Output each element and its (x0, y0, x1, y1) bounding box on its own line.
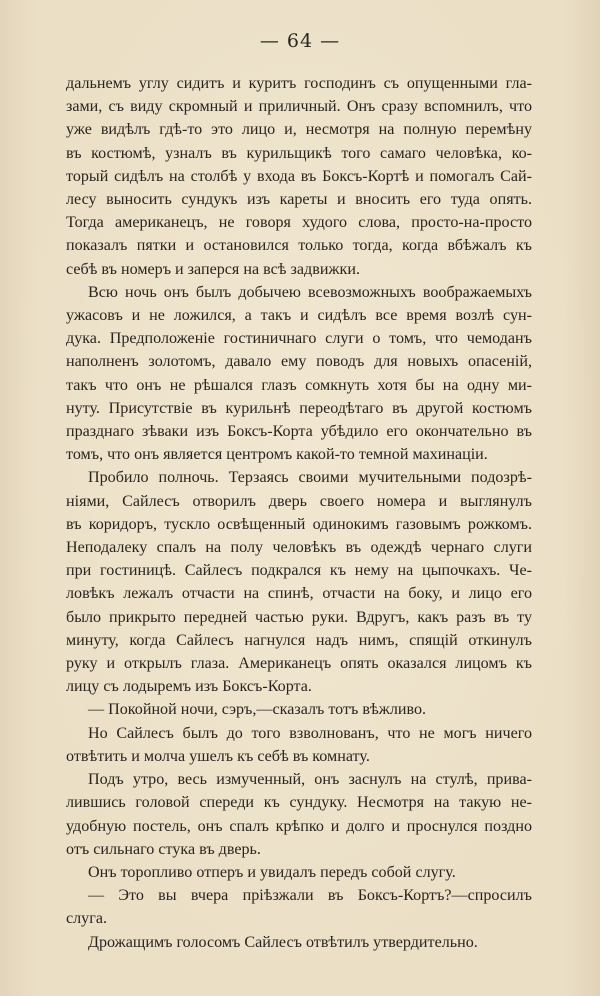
text-line: себѣ въ номеръ и заперся на всѣ задвижки. (66, 260, 361, 278)
text-line: дука. Предположеніе гостиничнаго слуги о томъ, что чемоданъ (66, 330, 532, 348)
text-line: Дрожащимъ голосомъ Сайлесъ отвѣтилъ утвердительно. (88, 933, 478, 951)
paragraph (66, 698, 532, 721)
text-line: при гостиницѣ. Сайлесъ подкрался къ нему на цыпочкахъ. Че- (66, 562, 532, 580)
text-line: въ костюмѣ, узналъ въ курильщикѣ того самаго человѣка, ко- (66, 144, 532, 162)
text-line: Тогда американецъ, не говоря худого слова, просто-на-просто (66, 214, 532, 232)
text-line: нуту. Присутствіе въ курильнѣ переодѣтаго въ другой костюмъ (66, 399, 532, 417)
text-line: удобную постель, онъ спалъ крѣпко и долго и проснулся поздно (66, 817, 532, 835)
text-line: Пробило полночь. Терзаясь своими мучительными подозрѣ- (88, 469, 532, 487)
paragraph (66, 861, 532, 884)
paragraph (66, 722, 532, 768)
text-line: минуту, когда Сайлесъ нагнулся надъ нимъ, спящій откинулъ (66, 631, 532, 649)
text-line: ловѣкъ лежалъ отчасти на спинѣ, отчасти на боку, и лицо его (66, 585, 532, 603)
text-line: торый сидѣлъ на столбѣ у входа въ Боксъ-Кортѣ и помогалъ Сай- (66, 167, 532, 185)
page-number: — 64 — (259, 30, 341, 52)
paragraph (66, 72, 532, 281)
paragraph (66, 768, 532, 861)
text-line: наполненъ золотомъ, давало ему поводъ для новыхъ опасеній, (66, 353, 532, 371)
paragraph (66, 281, 532, 467)
text-line: Подъ утро, весь измученный, онъ заснулъ на стулѣ, прива- (88, 771, 532, 789)
text-line: въ коридоръ, тускло освѣщенный одинокимъ газовымъ рожкомъ. (66, 515, 532, 533)
paragraph (66, 931, 532, 954)
text-line: зами, съ виду скромный и приличный. Онъ сразу вспомнилъ, что (66, 98, 532, 116)
text-line: Неподалеку спалъ на полу человѣкъ въ одеждѣ чернаго слуги (66, 539, 532, 557)
text-line: Всю ночь онъ былъ добычею всевозможныхъ воображаемыхъ (88, 283, 532, 301)
text-line: показалъ пятки и остановился только тогда, когда вбѣжалъ къ (66, 237, 532, 255)
text-line: — Покойной ночи, сэръ,—сказалъ тотъ вѣжливо. (88, 701, 427, 719)
text-line: такъ что онъ не рѣшался глазъ сомкнуть хотя бы на одну ми- (66, 376, 532, 394)
text-line: томъ, что онъ является центромъ какой-то темной махинаціи. (66, 446, 488, 464)
body-text (66, 72, 532, 954)
text-line: ніями, Сайлесъ отворилъ дверь своего номера и выглянулъ (66, 492, 532, 510)
text-line: дальнемъ углу сидитъ и куритъ господинъ съ опущенными гла- (66, 75, 532, 92)
text-line: уже видѣлъ гдѣ-то это лицо и, несмотря на полную перемѣну (66, 121, 532, 139)
text-line: ужасовъ и не ложился, а такъ и сидѣлъ все время возлѣ сун- (66, 307, 532, 325)
text-line: Онъ торопливо отперъ и увидалъ передъ собой слугу. (88, 863, 456, 881)
text-line: лившись головой спереди къ сундуку. Несмотря на такую не- (66, 794, 532, 812)
text-line: лицу съ лодыремъ изъ Боксъ-Корта. (66, 678, 312, 696)
text-line: Но Сайлесъ былъ до того взволнованъ, что не могъ ничего (88, 724, 532, 742)
paragraph (66, 466, 532, 698)
text-line: — Это вы вчера пріѣзжали въ Боксъ-Кортъ?—спросилъ (88, 887, 532, 905)
text-line: лесу выносить сундукъ изъ кареты и вносить его туда опять. (66, 191, 532, 209)
text-line: отвѣтить и молча ушелъ къ себѣ въ комнату. (66, 747, 370, 765)
text-line: руку и открылъ глаза. Американецъ опять оказался лицомъ къ (66, 655, 532, 673)
paragraph (66, 884, 532, 930)
text-line: отъ сильнаго стука въ дверь. (66, 840, 261, 858)
text-line: слуга. (66, 910, 107, 928)
text-line: празднаго зѣваки изъ Боксъ-Корта убѣдило его окончательно въ (66, 423, 532, 441)
text-line: было прикрыто передней частью руки. Вдругъ, какъ разъ въ ту (66, 608, 532, 626)
